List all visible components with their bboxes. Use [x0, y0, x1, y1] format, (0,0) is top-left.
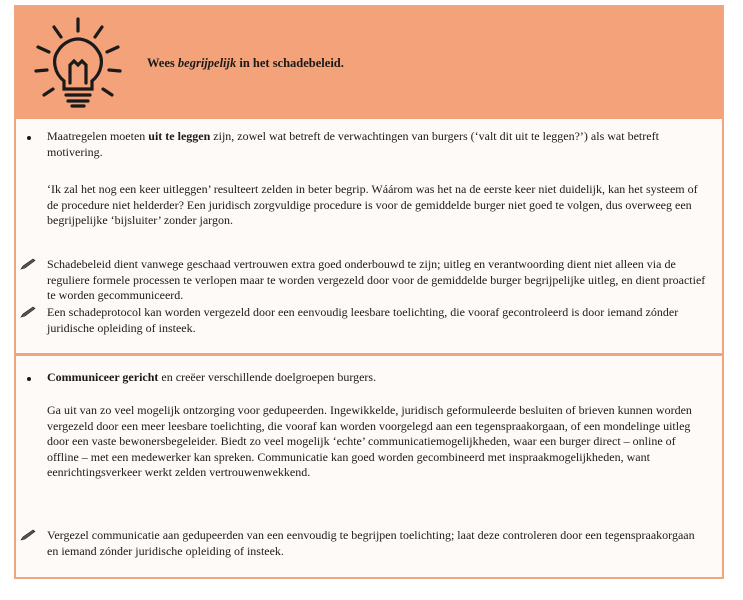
pencil-icon	[20, 529, 36, 541]
pencil-icon	[20, 306, 36, 318]
bullet-dot	[27, 136, 31, 140]
pencil-icon	[20, 258, 36, 270]
section-communicatie: Communiceer gericht en creëer verschillende doelgroepen burgers. Ga uit van zo veel mogelijk ontzorging voor gedupeerden. Ingewikkelde, juridisch geformuleerde besluiten of brieven kunnen worden vergezeld door een meer leesbare toelichting, die vooraf kan worden voorgelegd aan een tegenspraakorgaan, of een mondelinge uitleg door een vaste bewonersbegeleider. Biedt zo veel mogelijk ‘echte’ communicatiemogelijkheden, waar een burger direct – online of offline – met een medewerker kan spreken. Communicatie kan goed worden gecombineerd met inspraakmogelijkheden, want eenrichtingsverkeer werkt zelden vertrouwenwekkend. Vergezel communicatie aan gedupeerden van een eenvoudig te begrijpen toelichting; laat deze controleren door een tegenspraakorgaan en iemand zónder juridische opleiding of insteek.	[16, 356, 722, 577]
bullet-dot	[27, 377, 31, 381]
lightbulb-icon	[30, 15, 126, 111]
tip-title: Wees begrijpelijk in het schadebeleid.	[147, 56, 344, 70]
tip-header	[16, 7, 722, 119]
tip-box	[14, 5, 724, 579]
section-uitleg: Maatregelen moeten uit te leggen zijn, zowel wat betreft de verwachtingen van burgers (‘valt dit uit te leggen?’) als wat betreft motivering. ‘Ik zal het nog een keer uitleggen’ resulteert zelden in beter begrip. Wáárom was het na de eerste keer niet duidelijk, kan het systeem of de procedure niet helderder? Een juridisch zorgvuldige procedure is voor de gemiddelde burger niet goed te volgen, dus overweeg een begrijpelijke ‘bijsluiter’ zonder jargon. Schadebeleid dient vanwege geschaad vertrouwen extra goed onderbouwd te zijn; uitleg en verantwoording dient niet alleen via de reguliere formele processen te verlopen maar te worden vergezeld door voor de gemiddelde burger begrijpelijke uitleg, en dient proactief te worden gecommuniceerd. Een schadeprotocol kan worden vergezeld door een eenvoudig leesbare toelichting, die vooraf gecontroleerd is door iemand zónder juridische opleiding of insteek.	[16, 119, 722, 353]
